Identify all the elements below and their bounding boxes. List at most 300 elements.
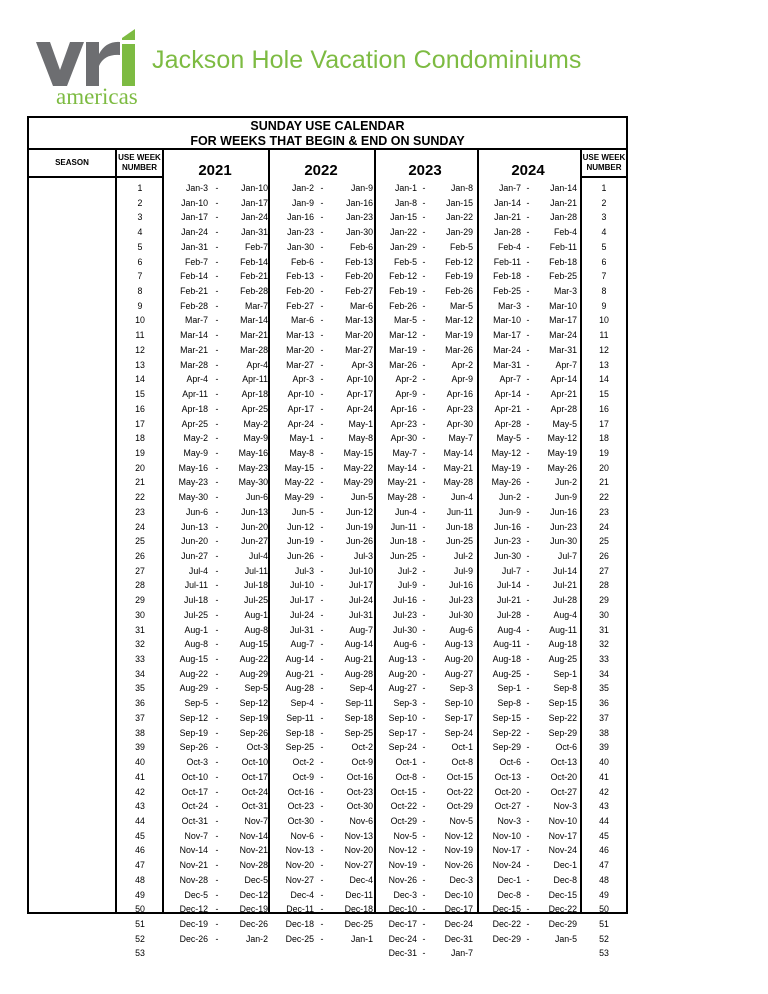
start-date: Jun-19 xyxy=(287,536,314,547)
end-date: Jan-10 xyxy=(241,183,268,193)
end-date: Oct-3 xyxy=(246,742,268,753)
start-date: Mar-6 xyxy=(291,315,314,326)
date-separator: - xyxy=(215,271,219,282)
end-date: May-1 xyxy=(348,418,373,429)
week-number-left: 26 xyxy=(135,551,145,561)
date-separator: - xyxy=(320,683,324,694)
start-date: Dec-26 xyxy=(179,933,208,944)
week-number-left: 5 xyxy=(137,241,143,252)
table-row xyxy=(29,181,626,196)
start-date: Oct-17 xyxy=(181,786,208,797)
date-separator: - xyxy=(526,757,530,768)
date-separator: - xyxy=(320,300,324,311)
start-date: Apr-24 xyxy=(287,418,314,429)
date-separator: - xyxy=(320,241,324,252)
start-date: Dec-8 xyxy=(497,889,521,900)
end-date: Feb-25 xyxy=(549,271,577,282)
start-date: Mar-7 xyxy=(185,315,208,326)
end-date: Jun-27 xyxy=(241,536,268,547)
end-date: Dec-5 xyxy=(244,874,268,885)
start-date: Aug-27 xyxy=(388,683,417,694)
start-date: Apr-17 xyxy=(287,403,314,414)
end-date: Nov-13 xyxy=(344,830,373,841)
end-date: Jun-5 xyxy=(350,492,373,503)
end-date: Feb-5 xyxy=(450,241,473,252)
start-date: Jul-23 xyxy=(393,609,417,620)
date-separator: - xyxy=(422,654,426,665)
start-date: Mar-3 xyxy=(498,300,521,311)
end-date: Jul-16 xyxy=(449,580,473,591)
week-number-right: 46 xyxy=(599,845,609,856)
table-row xyxy=(29,387,626,402)
end-date: Sep-11 xyxy=(345,698,373,709)
end-date: Oct-24 xyxy=(241,786,268,797)
end-date: Jan-29 xyxy=(446,227,473,238)
date-separator: - xyxy=(422,580,426,591)
date-separator: - xyxy=(422,403,426,414)
week-number-left: 27 xyxy=(135,565,145,576)
start-date: Feb-13 xyxy=(286,271,314,282)
start-date: Apr-9 xyxy=(395,389,417,400)
week-number-left: 34 xyxy=(135,668,145,679)
start-date: Jun-12 xyxy=(287,521,314,532)
start-date: Sep-26 xyxy=(179,742,208,753)
week-number-right: 43 xyxy=(599,801,609,812)
date-separator: - xyxy=(422,433,426,444)
start-date: Nov-14 xyxy=(179,845,208,856)
end-date: Nov-5 xyxy=(449,815,473,826)
end-date: Jun-9 xyxy=(554,492,577,503)
table-row xyxy=(29,858,626,873)
end-date: Dec-1 xyxy=(553,860,577,871)
end-date: Oct-22 xyxy=(446,786,473,797)
end-date: Apr-14 xyxy=(550,374,577,385)
start-date: Apr-21 xyxy=(494,403,521,414)
date-separator: - xyxy=(422,933,426,944)
start-date: Feb-28 xyxy=(180,300,208,311)
date-separator: - xyxy=(320,271,324,282)
week-number-left: 39 xyxy=(135,742,145,753)
start-date: Jul-4 xyxy=(188,565,208,576)
end-date: Sep-15 xyxy=(548,698,577,709)
start-date: Jun-2 xyxy=(498,492,521,503)
date-separator: - xyxy=(422,477,426,488)
table-row xyxy=(29,328,626,343)
date-separator: - xyxy=(215,183,219,193)
date-separator: - xyxy=(526,506,530,517)
end-date: Oct-29 xyxy=(446,801,473,812)
date-separator: - xyxy=(215,727,219,738)
start-date: Sep-1 xyxy=(497,683,521,694)
date-separator: - xyxy=(320,256,324,267)
week-number-left: 8 xyxy=(137,286,143,297)
week-number-right: 14 xyxy=(599,374,609,385)
date-separator: - xyxy=(526,727,530,738)
end-date: Nov-24 xyxy=(548,845,577,856)
start-date: Aug-15 xyxy=(179,654,208,665)
date-separator: - xyxy=(215,654,219,665)
date-separator: - xyxy=(422,271,426,282)
date-separator: - xyxy=(320,889,324,900)
use-week-header-left: USE WEEK NUMBER xyxy=(118,153,161,172)
end-date: Mar-5 xyxy=(450,300,473,311)
date-separator: - xyxy=(526,639,530,650)
start-date: Jan-7 xyxy=(498,183,521,193)
end-date: Apr-21 xyxy=(550,389,577,400)
start-date: Aug-29 xyxy=(179,683,208,694)
start-date: Mar-5 xyxy=(394,315,417,326)
date-separator: - xyxy=(320,815,324,826)
start-date: Feb-6 xyxy=(291,256,314,267)
end-date: Dec-18 xyxy=(344,904,373,915)
end-date: Apr-7 xyxy=(555,359,577,370)
start-date: Apr-30 xyxy=(390,433,417,444)
table-row xyxy=(29,770,626,785)
start-date: Nov-12 xyxy=(388,845,417,856)
use-week-header-right: USE WEEK NUMBER xyxy=(582,153,626,172)
end-date: Jul-7 xyxy=(557,551,577,561)
end-date: May-5 xyxy=(552,418,577,429)
week-number-left: 40 xyxy=(135,757,145,768)
date-separator: - xyxy=(215,904,219,915)
date-separator: - xyxy=(422,300,426,311)
end-date: Mar-19 xyxy=(445,330,473,341)
week-number-right: 39 xyxy=(599,742,609,753)
week-number-right: 44 xyxy=(599,815,609,826)
date-separator: - xyxy=(215,241,219,252)
start-date: Mar-13 xyxy=(286,330,314,341)
start-date: May-29 xyxy=(284,492,314,503)
season-header: SEASON xyxy=(55,158,89,167)
date-separator: - xyxy=(215,462,219,473)
start-date: Oct-2 xyxy=(292,757,314,768)
week-number-left: 11 xyxy=(135,330,145,341)
end-date: Jun-12 xyxy=(346,506,373,517)
start-date: May-5 xyxy=(496,433,521,444)
start-date: Jul-3 xyxy=(294,565,314,576)
date-separator: - xyxy=(526,609,530,620)
date-separator: - xyxy=(422,815,426,826)
end-date: Dec-17 xyxy=(444,904,473,915)
start-date: Sep-15 xyxy=(492,712,521,723)
table-row xyxy=(29,461,626,476)
start-date: Dec-25 xyxy=(285,933,314,944)
date-separator: - xyxy=(320,609,324,620)
date-separator: - xyxy=(422,757,426,768)
date-separator: - xyxy=(422,830,426,841)
week-number-right: 9 xyxy=(601,300,607,311)
week-number-right: 6 xyxy=(601,256,607,267)
week-number-left: 49 xyxy=(135,889,145,900)
start-date: Mar-24 xyxy=(493,344,521,355)
start-date: Aug-8 xyxy=(184,639,208,650)
week-number-left: 7 xyxy=(137,271,143,282)
table-row xyxy=(29,520,626,535)
start-date: Jul-9 xyxy=(397,580,417,591)
start-date: May-1 xyxy=(289,433,314,444)
week-number-right: 1 xyxy=(601,183,607,193)
start-date: Jun-4 xyxy=(394,506,417,517)
date-separator: - xyxy=(215,315,219,326)
start-date: Oct-15 xyxy=(390,786,417,797)
start-date: Jun-18 xyxy=(390,536,417,547)
date-separator: - xyxy=(320,344,324,355)
table-row xyxy=(29,932,626,947)
week-number-right: 3 xyxy=(601,212,607,223)
end-date: Jul-10 xyxy=(349,565,373,576)
start-date: Jan-17 xyxy=(181,212,208,223)
date-separator: - xyxy=(422,256,426,267)
week-number-left: 19 xyxy=(135,447,145,458)
end-date: Oct-16 xyxy=(346,771,373,782)
date-separator: - xyxy=(526,786,530,797)
week-number-right: 35 xyxy=(599,683,609,694)
date-separator: - xyxy=(215,683,219,694)
start-date: Dec-1 xyxy=(497,874,521,885)
date-separator: - xyxy=(320,359,324,370)
date-separator: - xyxy=(422,874,426,885)
start-date: Oct-31 xyxy=(181,815,208,826)
date-separator: - xyxy=(215,698,219,709)
date-separator: - xyxy=(526,403,530,414)
start-date: Jan-21 xyxy=(494,212,521,223)
start-date: Jun-26 xyxy=(287,551,314,561)
end-date: Sep-18 xyxy=(344,712,373,723)
week-number-right: 10 xyxy=(599,315,609,326)
end-date: Jul-11 xyxy=(244,565,268,576)
end-date: Jul-9 xyxy=(453,565,473,576)
end-date: Apr-25 xyxy=(241,403,268,414)
end-date: Nov-21 xyxy=(239,845,268,856)
date-separator: - xyxy=(526,904,530,915)
week-number-right: 41 xyxy=(599,771,609,782)
week-number-right: 7 xyxy=(601,271,607,282)
end-date: May-16 xyxy=(238,447,268,458)
date-separator: - xyxy=(215,300,219,311)
table-row xyxy=(29,681,626,696)
end-date: Dec-26 xyxy=(239,919,268,929)
table-row xyxy=(29,888,626,903)
date-separator: - xyxy=(215,889,219,900)
end-date: Aug-27 xyxy=(444,668,473,679)
date-separator: - xyxy=(422,241,426,252)
end-date: Jan-15 xyxy=(446,197,473,208)
week-number-right: 45 xyxy=(599,830,609,841)
end-date: Nov-10 xyxy=(548,815,577,826)
end-date: Oct-20 xyxy=(550,771,577,782)
end-date: Mar-31 xyxy=(549,344,577,355)
week-number-right: 33 xyxy=(599,654,609,665)
start-date: Nov-10 xyxy=(492,830,521,841)
date-separator: - xyxy=(422,521,426,532)
end-date: Aug-8 xyxy=(244,624,268,635)
start-date: Aug-18 xyxy=(492,654,521,665)
start-date: May-9 xyxy=(183,447,208,458)
date-separator: - xyxy=(526,241,530,252)
table-row xyxy=(29,358,626,373)
start-date: Sep-11 xyxy=(286,712,314,723)
week-number-left: 33 xyxy=(135,654,145,665)
end-date: Jan-23 xyxy=(346,212,373,223)
start-date: Dec-11 xyxy=(286,904,314,915)
end-date: Dec-12 xyxy=(239,889,268,900)
date-separator: - xyxy=(526,801,530,812)
end-date: May-30 xyxy=(238,477,268,488)
table-row xyxy=(29,534,626,549)
end-date: Jul-18 xyxy=(244,580,268,591)
week-number-left: 35 xyxy=(135,683,145,694)
start-date: Feb-11 xyxy=(493,256,521,267)
start-date: May-22 xyxy=(284,477,314,488)
week-number-left: 23 xyxy=(135,506,145,517)
date-separator: - xyxy=(320,506,324,517)
start-date: Feb-26 xyxy=(389,300,417,311)
end-date: Oct-8 xyxy=(451,757,473,768)
end-date: Apr-3 xyxy=(351,359,373,370)
date-separator: - xyxy=(422,447,426,458)
end-date: May-2 xyxy=(243,418,268,429)
date-separator: - xyxy=(526,815,530,826)
start-date: Jan-30 xyxy=(287,241,314,252)
date-separator: - xyxy=(320,727,324,738)
date-separator: - xyxy=(526,521,530,532)
date-separator: - xyxy=(526,536,530,547)
end-date: Jan-30 xyxy=(346,227,373,238)
end-date: Sep-1 xyxy=(553,668,577,679)
start-date: Jul-14 xyxy=(497,580,521,591)
date-separator: - xyxy=(526,374,530,385)
start-date: Oct-29 xyxy=(390,815,417,826)
date-separator: - xyxy=(526,889,530,900)
week-number-left: 18 xyxy=(135,433,145,444)
start-date: Apr-25 xyxy=(181,418,208,429)
date-separator: - xyxy=(422,639,426,650)
start-date: Mar-17 xyxy=(493,330,521,341)
week-number-right: 31 xyxy=(599,624,609,635)
end-date: Jan-5 xyxy=(554,933,577,944)
date-separator: - xyxy=(215,919,219,929)
date-separator: - xyxy=(215,227,219,238)
end-date: Sep-22 xyxy=(548,712,577,723)
start-date: Oct-24 xyxy=(181,801,208,812)
end-date: Sep-26 xyxy=(239,727,268,738)
start-date: Feb-12 xyxy=(389,271,417,282)
end-date: Sep-8 xyxy=(553,683,577,694)
start-date: Jul-18 xyxy=(184,595,208,606)
end-date: Mar-17 xyxy=(549,315,577,326)
date-separator: - xyxy=(215,565,219,576)
end-date: Jan-31 xyxy=(241,227,268,238)
date-separator: - xyxy=(320,771,324,782)
week-number-left: 52 xyxy=(135,933,145,944)
start-date: Dec-31 xyxy=(388,948,417,959)
week-number-right: 25 xyxy=(599,536,609,547)
table-row xyxy=(29,902,626,917)
table-row xyxy=(29,608,626,623)
start-date: Oct-6 xyxy=(499,757,521,768)
start-date: Oct-22 xyxy=(390,801,417,812)
end-date: Feb-4 xyxy=(554,227,577,238)
end-date: Dec-31 xyxy=(444,933,473,944)
start-date: Dec-17 xyxy=(388,919,417,929)
date-separator: - xyxy=(320,462,324,473)
table-row xyxy=(29,372,626,387)
start-date: Feb-4 xyxy=(498,241,521,252)
date-separator: - xyxy=(320,197,324,208)
end-date: Nov-12 xyxy=(444,830,473,841)
end-date: Jan-28 xyxy=(550,212,577,223)
date-separator: - xyxy=(320,786,324,797)
date-separator: - xyxy=(526,359,530,370)
start-date: Aug-11 xyxy=(493,639,521,650)
date-separator: - xyxy=(526,683,530,694)
start-date: Jul-16 xyxy=(393,595,417,606)
end-date: Feb-18 xyxy=(549,256,577,267)
week-number-right: 38 xyxy=(599,727,609,738)
start-date: Feb-21 xyxy=(180,286,208,297)
date-separator: - xyxy=(526,389,530,400)
end-date: Jan-9 xyxy=(350,183,373,193)
date-separator: - xyxy=(215,786,219,797)
date-separator: - xyxy=(526,197,530,208)
end-date: Oct-15 xyxy=(446,771,473,782)
start-date: Nov-5 xyxy=(393,830,417,841)
date-separator: - xyxy=(215,477,219,488)
end-date: Jan-22 xyxy=(446,212,473,223)
date-separator: - xyxy=(526,580,530,591)
start-date: Jan-15 xyxy=(390,212,417,223)
end-date: Mar-10 xyxy=(549,300,577,311)
week-number-left: 44 xyxy=(135,815,145,826)
end-date: Jun-6 xyxy=(245,492,268,503)
start-date: Feb-14 xyxy=(180,271,208,282)
start-date: May-15 xyxy=(284,462,314,473)
start-date: Jun-27 xyxy=(181,551,208,561)
start-date: Dec-4 xyxy=(290,889,314,900)
date-separator: - xyxy=(320,551,324,561)
week-number-left: 3 xyxy=(137,212,143,223)
table-row xyxy=(29,210,626,225)
start-date: May-26 xyxy=(491,477,521,488)
week-number-right: 28 xyxy=(599,580,609,591)
table-row xyxy=(29,490,626,505)
start-date: Jun-5 xyxy=(291,506,314,517)
start-date: Sep-25 xyxy=(285,742,314,753)
date-separator: - xyxy=(526,712,530,723)
date-separator: - xyxy=(422,698,426,709)
start-date: Oct-9 xyxy=(292,771,314,782)
start-date: May-14 xyxy=(387,462,417,473)
end-date: Mar-13 xyxy=(345,315,373,326)
date-separator: - xyxy=(422,919,426,929)
start-date: Jan-31 xyxy=(181,241,208,252)
week-number-right: 20 xyxy=(599,462,609,473)
end-date: Jun-26 xyxy=(346,536,373,547)
week-number-right: 29 xyxy=(599,595,609,606)
end-date: Jul-23 xyxy=(449,595,473,606)
end-date: Jul-24 xyxy=(349,595,373,606)
week-number-right: 34 xyxy=(599,668,609,679)
end-date: Mar-6 xyxy=(350,300,373,311)
end-date: May-29 xyxy=(343,477,373,488)
start-date: Jul-7 xyxy=(501,565,521,576)
end-date: Dec-8 xyxy=(553,874,577,885)
table-row xyxy=(29,696,626,711)
end-date: Jul-2 xyxy=(453,551,473,561)
start-date: Jan-22 xyxy=(390,227,417,238)
week-number-left: 24 xyxy=(135,521,145,532)
week-number-left: 45 xyxy=(135,830,145,841)
